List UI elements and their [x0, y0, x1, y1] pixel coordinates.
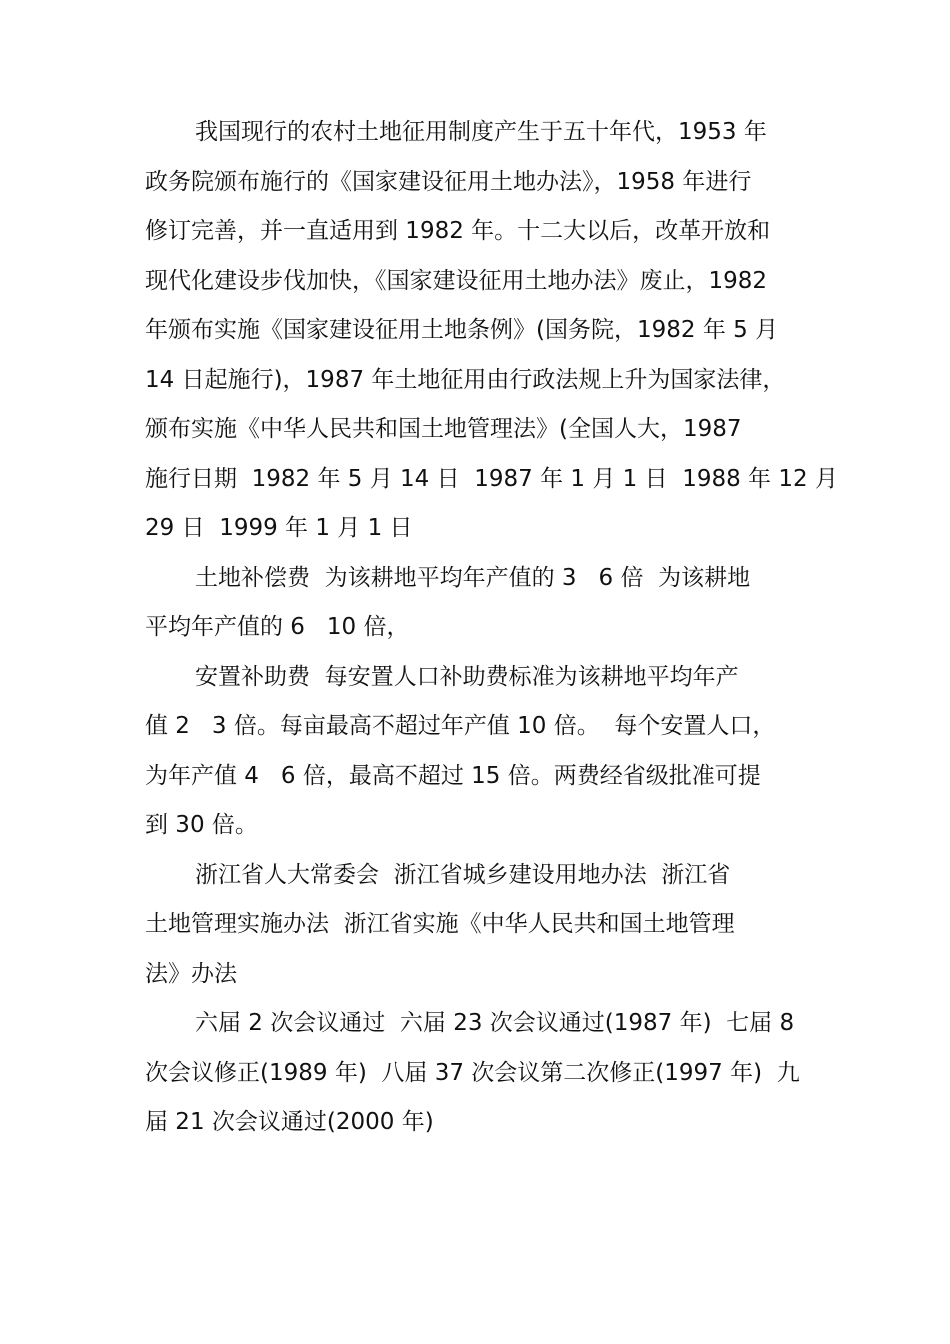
- text-line: 现代化建设步伐加快，《国家建设征用土地办法》废止，1982: [145, 267, 768, 294]
- text-line: 29 日 1999 年 1 月 1 日: [145, 515, 413, 541]
- text-line: 安置补助费 每安置人口补助费标准为该耕地平均年产: [195, 663, 739, 690]
- text-line: 土地管理实施办法 浙江省实施《中华人民共和国土地管理: [145, 911, 735, 937]
- text-line: 我国现行的农村土地征用制度产生于五十年代，1953 年: [195, 119, 767, 145]
- text-line: 施行日期 1982 年 5 月 14 日 1987 年 1 月 1 日 1988 年 12 月: [145, 465, 838, 492]
- document-body: [145, 108, 838, 1148]
- text-line: 平均年产值的 6 10 倍，: [145, 614, 410, 640]
- text-line: 土地补偿费 为该耕地平均年产值的 3 6 倍 为该耕地: [195, 564, 751, 591]
- text-line: 法》办法: [145, 960, 237, 987]
- text-line: 次会议修正(1989 年) 八届 37 次会议第二次修正(1997 年) 九: [145, 1059, 800, 1086]
- text-line: 年颁布实施《国家建设征用土地条例》(国务院，1982 年 5 月: [145, 317, 779, 343]
- paragraph-zhejiang-regulations: [145, 851, 810, 1000]
- text-line: 六届 2 次会议通过 六届 23 次会议通过(1987 年) 七届 8: [195, 1010, 795, 1036]
- text-line: 颁布实施《中华人民共和国土地管理法》(全国人大，1987: [145, 416, 742, 442]
- text-line: 14 日起施行)，1987 年土地征用由行政法规上升为国家法律，: [145, 366, 786, 393]
- paragraph-resettlement-subsidy: [145, 653, 810, 851]
- text-line: 到 30 倍。: [145, 812, 258, 838]
- text-line: 政务院颁布施行的《国家建设征用土地办法》，1958 年进行: [145, 168, 752, 195]
- text-line: 为年产值 4 6 倍，最高不超过 15 倍。两费经省级批准可提: [145, 762, 761, 789]
- text-line: 修订完善，并一直适用到 1982 年。十二大以后，改革开放和: [145, 218, 771, 244]
- paragraph-land-compensation: [145, 554, 810, 653]
- paragraph-session-history: [145, 999, 810, 1148]
- paragraph-land-requisition-history: [145, 108, 838, 554]
- text-line: 浙江省人大常委会 浙江省城乡建设用地办法 浙江省: [195, 861, 731, 888]
- text-line: 值 2 3 倍。每亩最高不超过年产值 10 倍。 每个安置人口，: [145, 713, 776, 739]
- text-line: 届 21 次会议通过(2000 年): [145, 1109, 434, 1135]
